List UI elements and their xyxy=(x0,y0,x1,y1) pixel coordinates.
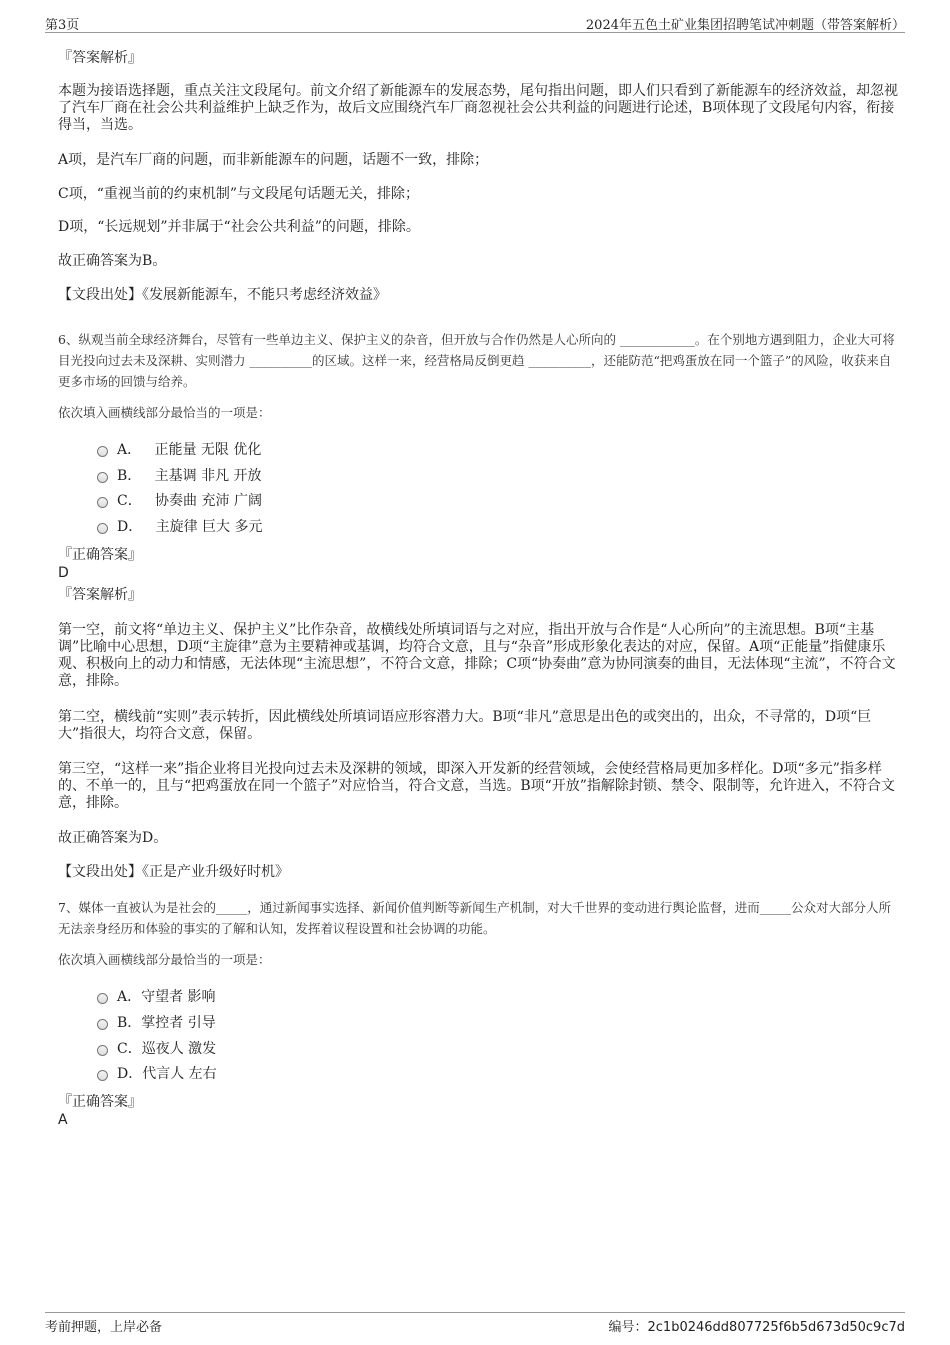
option-d[interactable]: D．代言人 左右 xyxy=(97,1065,217,1083)
radio-button[interactable] xyxy=(97,523,108,534)
radio-button[interactable] xyxy=(97,1019,108,1030)
document-title: 2024年五色土矿业集团招聘笔试冲刺题（带答案解析） xyxy=(585,18,905,33)
option-a[interactable]: A． 正能量 无限 优化 xyxy=(97,441,261,459)
option-c[interactable]: C．巡夜人 激发 xyxy=(97,1040,216,1058)
radio-button[interactable] xyxy=(97,472,108,483)
analysis-paragraph: 第一空，前文将“单边主义、保护主义”比作杂音，故横线处所填词语与之对应，指出开放与合作是“人心所向”的主流思想。B项“主基调”比喻中心思想，D项“主旋律”意为主要精神或基调，均符合文意，且与“杂音”形成形象化表达的对应，保留。A项“正能量”指健康乐观、积极向上的动力和情感，无法体现“主流思想”，不符合文意，排除；C项“协奏曲”意为协同演奏的曲目，无法体现“主流”，不符合文意，排除。 xyxy=(58,622,896,689)
analysis-paragraph: 第三空，“这样一来”指企业将目光投向过去未及深耕的领域，即深入开发新的经营领域，会使经营格局更加多样化。D项“多元”指多样的、不单一的，且与“把鸡蛋放在同一个篮子”对应恰当，符合文意，当选。B项“开放”指解除封锁、禁令、限制等，允许进入，不符合文意，排除。 xyxy=(58,761,895,811)
option-d[interactable]: D． 主旋律 巨大 多元 xyxy=(97,518,262,536)
question-stem: 7、媒体一直被认为是社会的_____，通过新闻事实选择、新闻价值判断等新闻生产机制，对大千世界的变动进行舆论监督，进而_____公众对大部分人所无法亲身经历和体验的事实的了解和认知，发挥着议程设置和社会协调的功能。 xyxy=(58,900,891,936)
analysis-paragraph: 第二空，横线前“实则”表示转折，因此横线处所填词语应形容潜力大。B项“非凡”意思是出色的或突出的，出众，不寻常的，D项“巨大”指很大，均符合文意，保留。 xyxy=(58,709,872,742)
correct-answer-label: 『正确答案』 xyxy=(58,1094,142,1110)
radio-button[interactable] xyxy=(97,1045,108,1056)
radio-button[interactable] xyxy=(97,497,108,508)
analysis-paragraph: 本题为接语选择题，重点关注文段尾句。前文介绍了新能源车的发展态势，尾句指出问题，即人们只看到了新能源车的经济效益，却忽视了汽车厂商在社会公共利益维护上缺乏作为，故后文应围绕汽车厂商忽视社会公共利益的问题进行论述，B项体现了文段尾句内容，衔接得当，当选。 xyxy=(58,83,898,133)
correct-answer: A xyxy=(58,1112,68,1128)
analysis-label: 『答案解析』 xyxy=(58,587,142,603)
analysis-paragraph: A项，是汽车厂商的问题，而非新能源车的问题，话题不一致，排除； xyxy=(58,152,489,168)
page-number: 第3页 xyxy=(45,18,80,33)
analysis-paragraph: D项，“长远规划”并非属于“社会公共利益”的问题，排除。 xyxy=(58,219,420,235)
passage-source: 【文段出处】《发展新能源车，不能只考虑经济效益》 xyxy=(58,287,387,303)
option-b[interactable]: B．掌控者 引导 xyxy=(97,1014,216,1032)
option-b[interactable]: B． 主基调 非凡 开放 xyxy=(97,467,262,485)
passage-source: 【文段出处】《正是产业升级好时机》 xyxy=(58,864,289,880)
correct-answer-label: 『正确答案』 xyxy=(58,547,142,563)
page-footer xyxy=(45,1312,905,1335)
radio-button[interactable] xyxy=(97,1070,108,1081)
footer-slogan: 考前押题，上岸必备 xyxy=(45,1320,163,1335)
page-header xyxy=(45,12,905,33)
analysis-label: 『答案解析』 xyxy=(58,50,142,66)
question-prompt: 依次填入画横线部分最恰当的一项是： xyxy=(58,405,271,420)
option-a[interactable]: A．守望者 影响 xyxy=(97,988,216,1006)
option-c[interactable]: C． 协奏曲 充沛 广阔 xyxy=(97,492,262,510)
question-prompt: 依次填入画横线部分最恰当的一项是： xyxy=(58,952,271,967)
radio-button[interactable] xyxy=(97,446,108,457)
analysis-paragraph: C项，“重视当前的约束机制”与文段尾句话题无关，排除； xyxy=(58,186,420,202)
answer-conclusion: 故正确答案为D。 xyxy=(58,830,168,846)
radio-button[interactable] xyxy=(97,993,108,1004)
document-serial: 编号：2c1b0246dd807725f6b5d673d50c9c7d xyxy=(608,1320,905,1335)
correct-answer: D xyxy=(58,565,69,581)
question-stem: 6、纵观当前全球经济舞台，尽管有一些单边主义、保护主义的杂音，但开放与合作仍然是人心所向的 ____________。在个别地方遇到阻力，企业大可将目光投向过去未及深耕、实则潜力 __________的区域。这样一来，经营格局反倒更趋 __________，还能防范“把鸡蛋放在同一个篮子”的风险，收获来自更多市场的回馈与给养。 xyxy=(58,332,895,389)
answer-conclusion: 故正确答案为B。 xyxy=(58,253,167,269)
